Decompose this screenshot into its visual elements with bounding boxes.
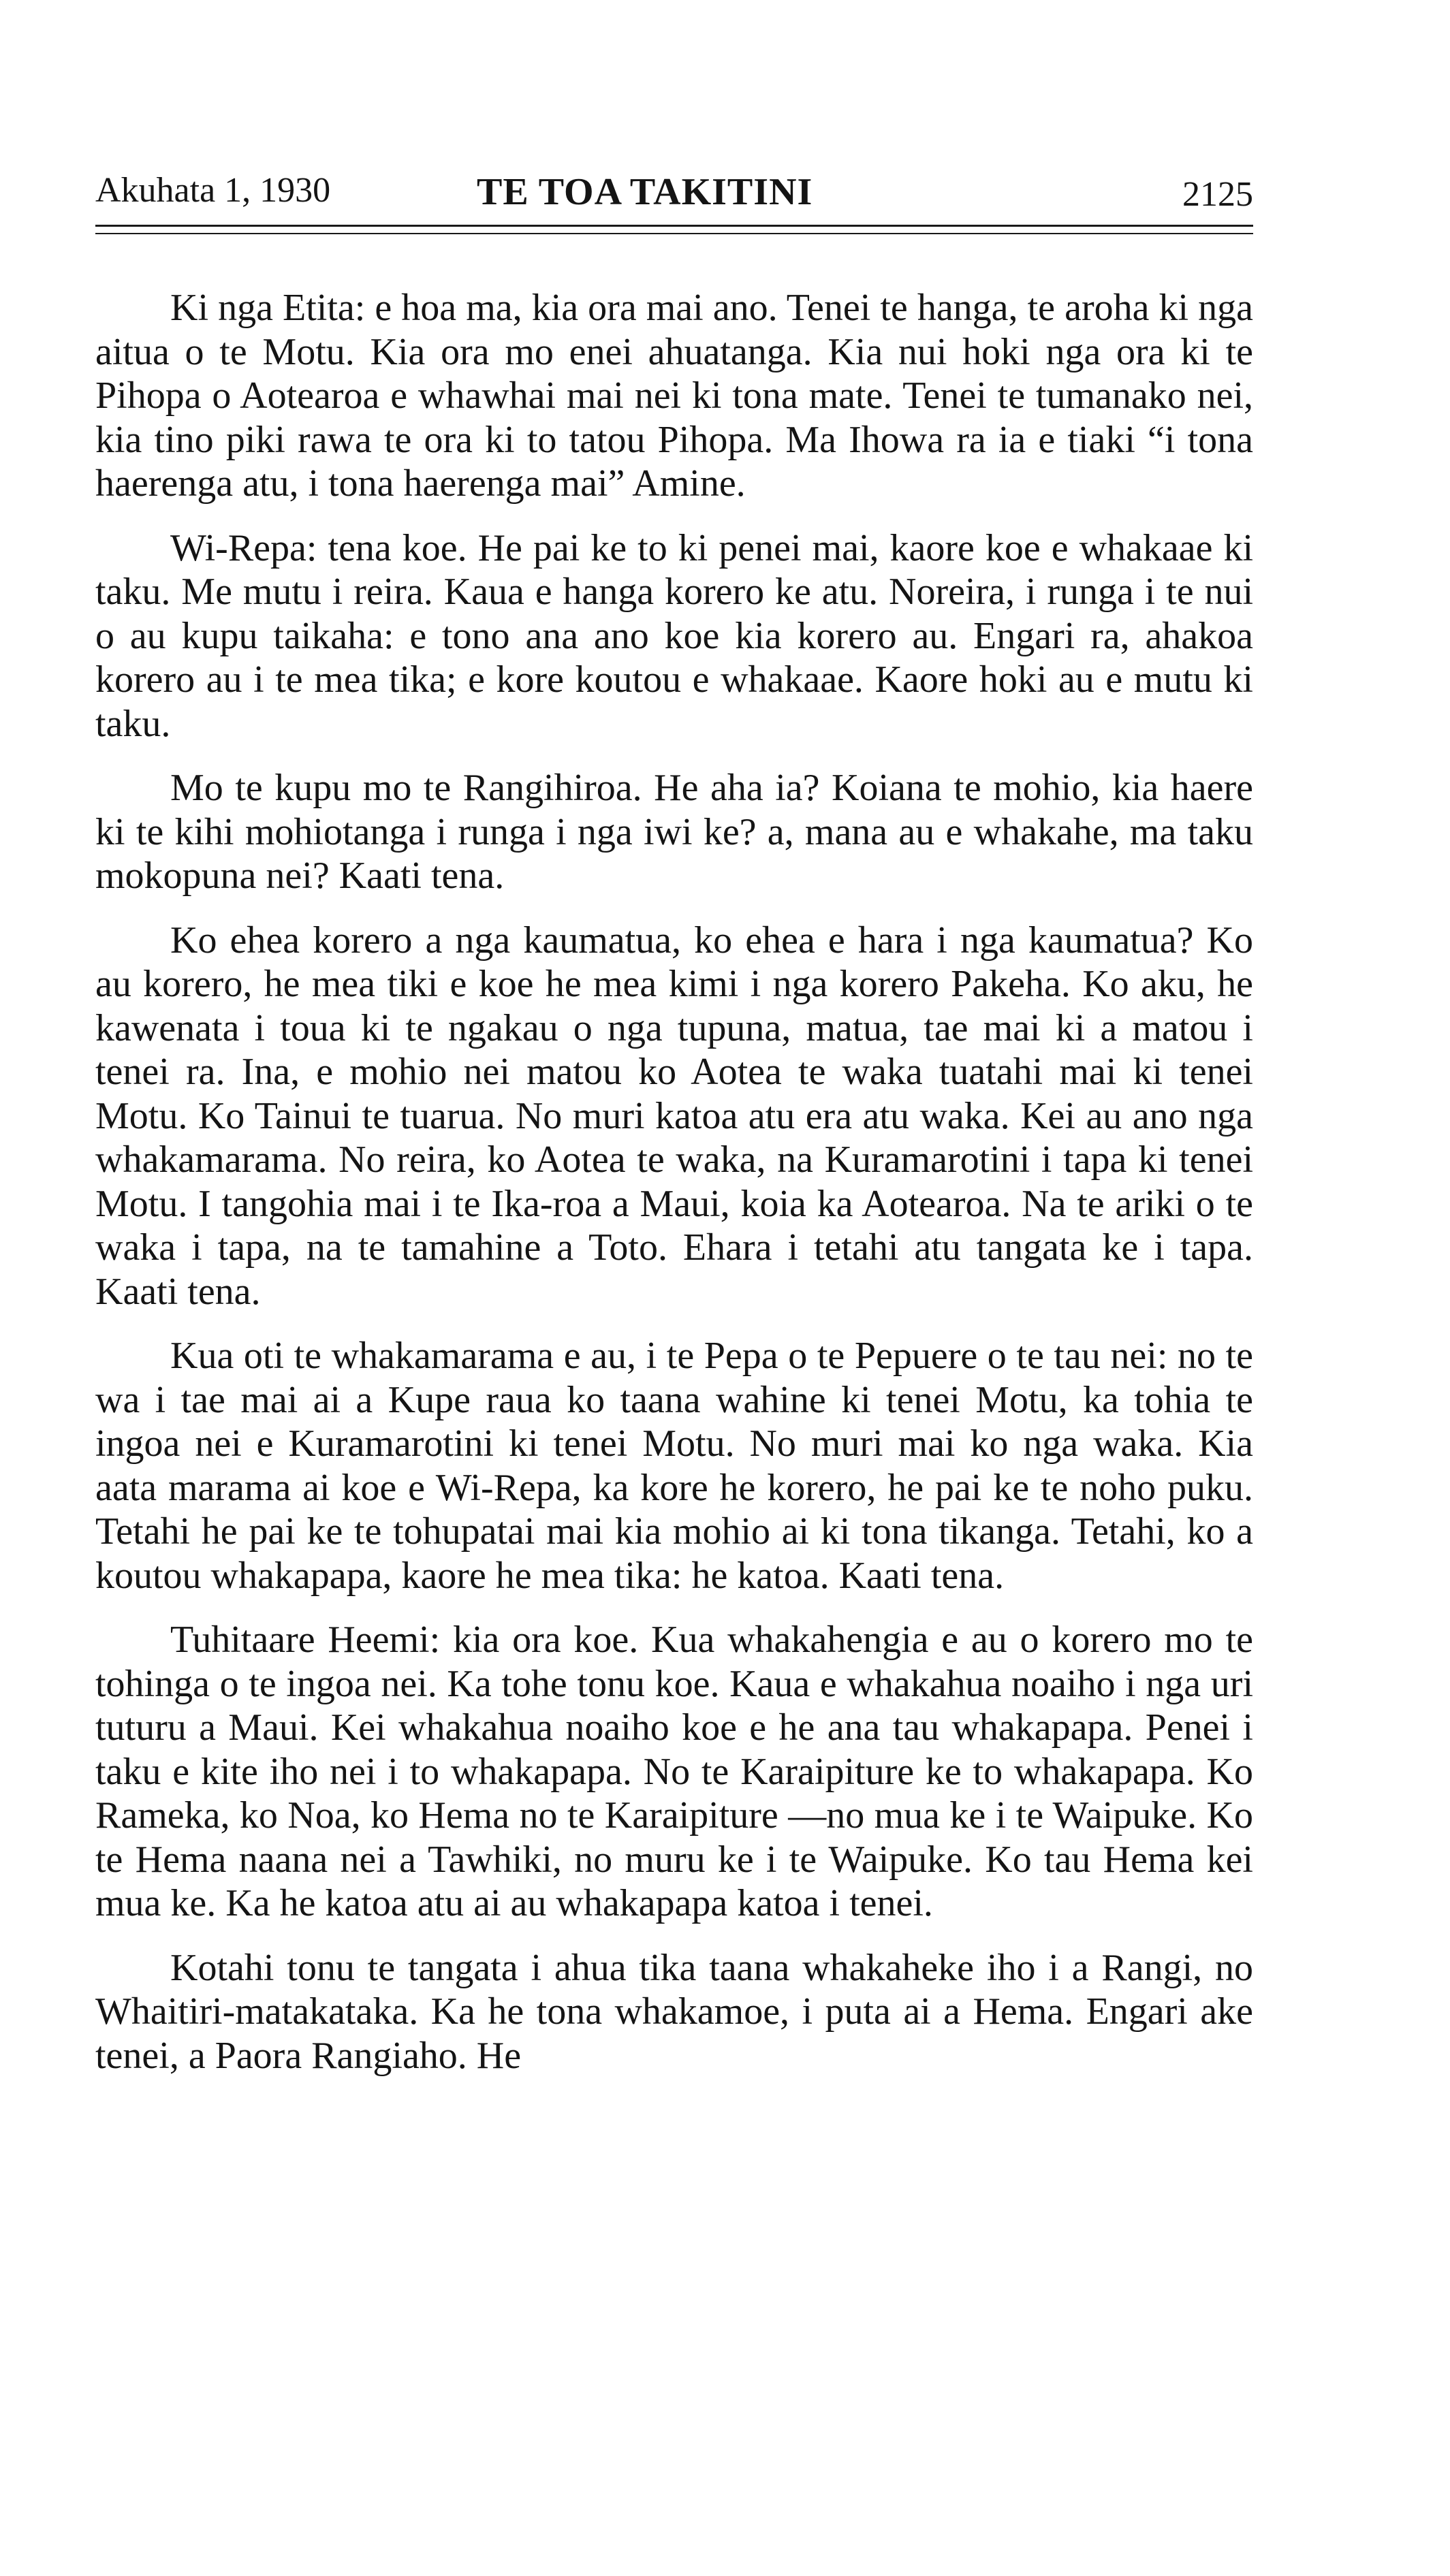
header-rule-thin [95,233,1253,234]
paragraph: Kua oti te whakamarama e au, i te Pepa o te Pepuere o te tau nei: no te wa i tae mai ai a Kupe raua ko taana wahine ki tenei Motu, ka tohia te ingoa nei e Kuramarotini ki tenei Motu. No muri mai ko nga waka. Kia aata marama ai koe e Wi-Repa, ka kore he korero, he pai ke te noho puku. Tetahi he pai ke te tohupatai mai kia mohio ai ki tona tikanga. Tetahi, ko a koutou whakapapa, kaore he mea tika: he katoa. Kaati tena. [95,1335,1253,1597]
header-page-number: 2125 [1182,175,1253,214]
article-body [95,286,1253,2098]
header-date: Akuhata 1, 1930 [95,171,331,210]
running-header [95,170,1253,218]
paragraph: Mo te kupu mo te Rangihiroa. He aha ia? Koiana te mohio, kia haere ki te kihi mohiotanga i runga i nga iwi ke? a, mana au e whakahe, ma taku mokopuna nei? Kaati tena. [95,767,1253,897]
paragraph: Tuhitaare Heemi: kia ora koe. Kua whakahengia e au o korero mo te tohinga o te ingoa nei. Ka tohe tonu koe. Kaua e whakahua noaiho i nga uri tuturu a Maui. Kei whakahua noaiho koe e he ana tau whakapapa. Penei i taku e kite iho nei i to whakapapa. No te Karaipiture ke to whakapapa. Ko Rameka, ko Noa, ko Hema no te Karaipiture —no mua ke i te Waipuke. Ko te Hema naana nei a Tawhiki, no muru ke i te Waipuke. Ko tau Hema kei mua ke. Ka he katoa atu ai au whakapapa katoa i tenei. [95,1619,1253,1924]
paragraph: Kotahi tonu te tangata i ahua tika taana whakaheke iho i a Rangi, no Whaitiri-matakataka. Ka he tona whakamoe, i puta ai a Hema. Engari ake tenei, a Paora Rangiaho. He [95,1946,1253,2077]
header-title: TE TOA TAKITINI [477,171,813,213]
paragraph: Ki nga Etita: e hoa ma, kia ora mai ano. Tenei te hanga, te aroha ki nga aitua o te Motu. Kia ora mo enei ahuatanga. Kia nui hoki nga ora ki te Pihopa o Aotearoa e whawhai mai nei ki tona mate. Tenei te tumanako nei, kia tino piki rawa te ora ki to tatou Pihopa. Ma Ihowa ra ia e tiaki “i tona haerenga atu, i tona haerenga mai” Amine. [95,287,1253,505]
paragraph: Ko ehea korero a nga kaumatua, ko ehea e hara i nga kaumatua? Ko au korero, he mea tiki e koe he mea kimi i nga korero Pakeha. Ko aku, he kawenata i toua ki te ngakau o nga tupuna, matua, tae mai ki a matou i tenei ra. Ina, e mohio nei matou ko Aotea te waka tuatahi mai ki tenei Motu. Ko Tainui te tuarua. No muri katoa atu era atu waka. Kei au ano nga whakamarama. No reira, ko Aotea te waka, na Kuramarotini i tapa ki tenei Motu. I tangohia mai i te Ika-roa a Maui, koia ka Aotearoa. Na te ariki o te waka i tapa, na te tamahine a Toto. Ehara i tetahi atu tangata ke i tapa. Kaati tena. [95,919,1253,1313]
paragraph: Wi-Repa: tena koe. He pai ke to ki penei mai, kaore koe e whakaae ki taku. Me mutu i reira. Kaua e hanga korero ke atu. Noreira, i runga i te nui o au kupu taikaha: e tono ana ano koe kia korero au. Engari ra, ahakoa korero au i te mea tika; e kore koutou e whakaae. Kaore hoki au e mutu ki taku. [95,526,1253,745]
header-rule [95,225,1253,227]
